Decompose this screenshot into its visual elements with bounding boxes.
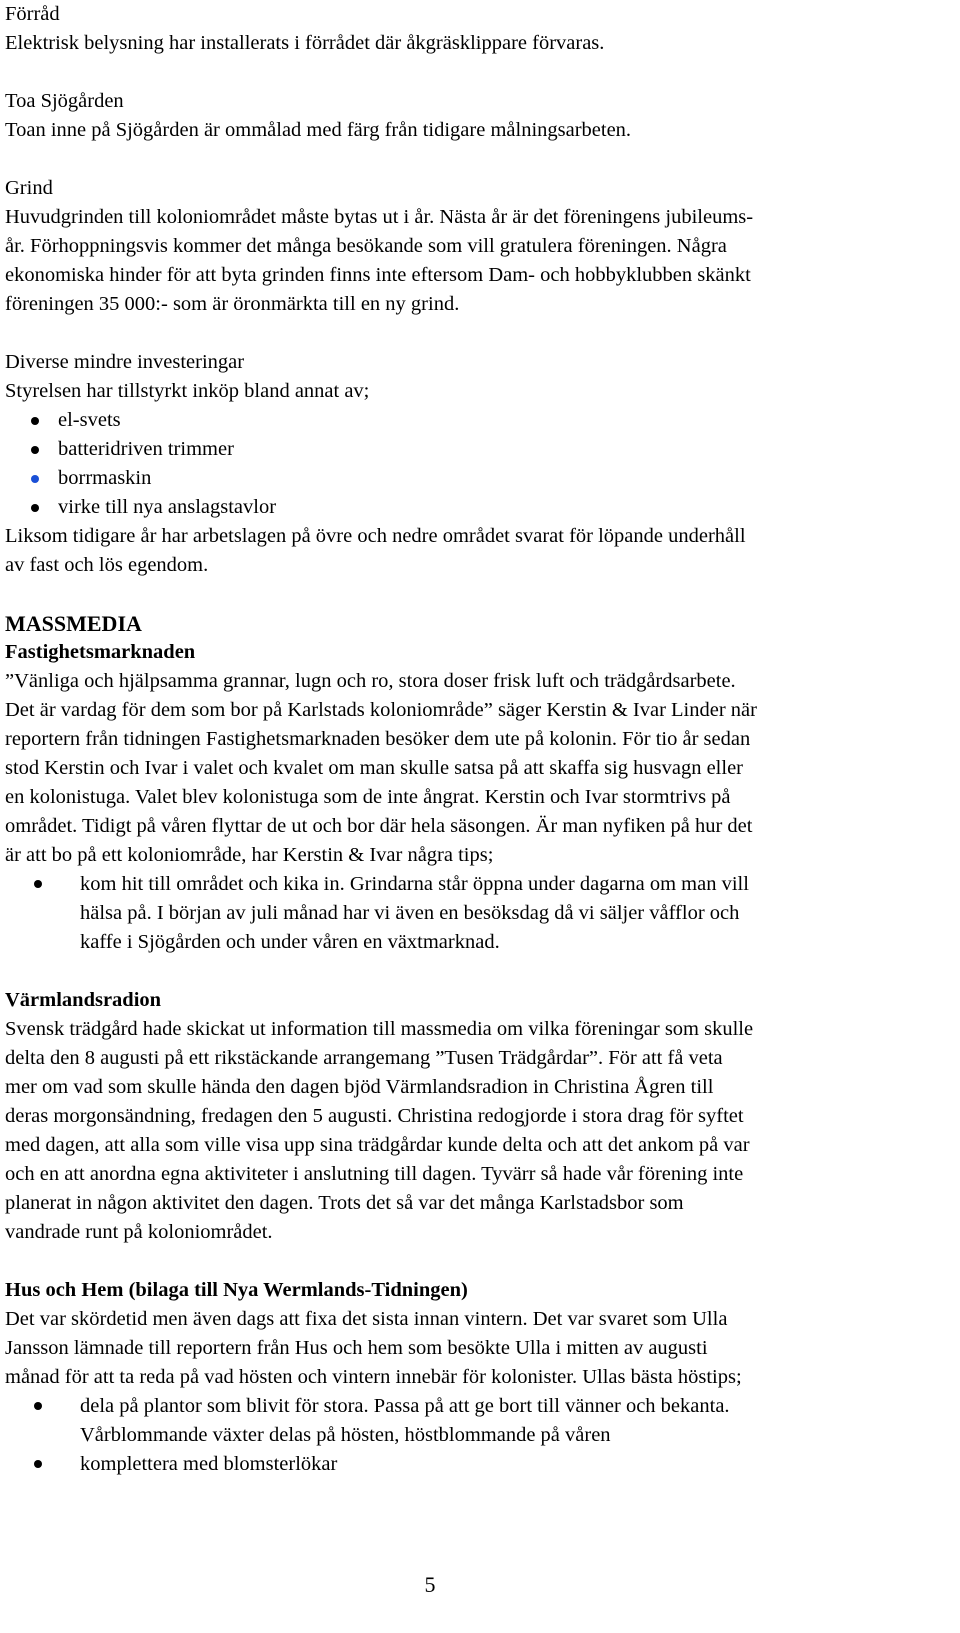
list-item	[80, 1392, 940, 1450]
list-item: batteridriven trimmer	[31, 435, 940, 464]
tips-list	[5, 870, 940, 957]
heading-varmlandsradion: Värmlandsradion	[5, 989, 162, 1011]
section-toa	[5, 87, 940, 145]
list-item: el-svets	[31, 406, 940, 435]
list-item: komplettera med blomsterlökar	[80, 1450, 940, 1479]
text-line: deras morgonsändning, fredagen den 5 augusti. Christina redogjorde i stora drag för syftet	[5, 1105, 744, 1127]
text-line: Liksom tidigare år har arbetslagen på övre och nedre området svarat för löpande underhåll	[5, 525, 746, 547]
section-massmedia	[5, 609, 940, 957]
text-line: området. Tidigt på våren flyttar de ut och bor där hela säsongen. Är man nyfiken på hur det	[5, 815, 753, 837]
text-line: Jansson lämnade till reportern från Hus och hem som besökte Ulla i mitten av augusti	[5, 1337, 708, 1359]
text-line: är att bo på ett koloniområde, har Kerstin & Ivar några tips;	[5, 844, 494, 866]
text-line: Huvudgrinden till koloniområdet måste bytas ut i år. Nästa år är det föreningens jubileums-	[5, 206, 754, 228]
text-line: månad för att ta reda på vad hösten och vintern innebär för kolonister. Ullas bästa höstips;	[5, 1366, 742, 1388]
heading-diverse: Diverse mindre investeringar	[5, 351, 245, 373]
text-line: Vårblommande växter delas på hösten, höstblommande på våren	[80, 1424, 611, 1446]
section-grind	[5, 174, 940, 319]
heading-toa: Toa Sjögården	[5, 90, 124, 112]
text-line: och en att anordna egna aktiviteter i anslutning till dagen. Tyvärr så hade vår förening inte	[5, 1163, 744, 1185]
section-hus-och-hem	[5, 1276, 940, 1479]
text-line: kom hit till området och kika in. Grindarna står öppna under dagarna om man vill	[80, 873, 749, 895]
text-line: delta den 8 augusti på ett rikstäckande arrangemang ”Tusen Trädgårdar”. För att få veta	[5, 1047, 723, 1069]
text-line: hälsa på. I början av juli månad har vi även en besöksdag då vi säljer våfflor och	[80, 902, 740, 924]
text-toa: Toan inne på Sjögården är ommålad med färg från tidigare målningsarbeten.	[5, 119, 632, 141]
text-line: reportern från tidningen Fastighetsmarknaden besöker dem ute på kolonin. För tio år sedan	[5, 728, 751, 750]
text-line: med dagen, att alla som ville visa upp sina trädgårdar kunde delta och att det ankom på var	[5, 1134, 750, 1156]
text-line: en kolonistuga. Valet blev kolonistuga som de inte ångrat. Kerstin och Ivar stormtrivs på	[5, 786, 731, 808]
text-line: år. Förhoppningsvis kommer det många besökande som vill gratulera föreningen. Några	[5, 235, 727, 257]
text-line: dela på plantor som blivit för stora. Passa på att ge bort till vänner och bekanta.	[80, 1395, 730, 1417]
autumn-tips-list	[5, 1392, 940, 1479]
text-line: av fast och lös egendom.	[5, 554, 209, 576]
section-forrad	[5, 0, 940, 58]
text-line: ”Vänliga och hjälpsamma grannar, lugn och ro, stora doser frisk luft och trädgårdsarbete.	[5, 670, 736, 692]
text-line: planerat in någon aktivitet den dagen. Trots det så var det många Karlstadsbor som	[5, 1192, 684, 1214]
heading-forrad: Förråd	[5, 3, 60, 25]
subheading-fastighetsmarknaden: Fastighetsmarknaden	[5, 641, 196, 663]
section-varmlandsradion	[5, 986, 940, 1247]
text-diverse-intro: Styrelsen har tillstyrkt inköp bland annat av;	[5, 380, 370, 402]
text-line: stod Kerstin och Ivar i valet och kvalet om man skulle satsa på att skaffa sig husvagn eller	[5, 757, 743, 779]
text-forrad: Elektrisk belysning har installerats i förrådet där åkgräsklippare förvaras.	[5, 32, 605, 54]
text-line: vandrade runt på koloniområdet.	[5, 1221, 273, 1243]
heading-massmedia: MASSMEDIA	[5, 611, 142, 636]
text-line: Det var skördetid men även dags att fixa det sista innan vintern. Det var svaret som Ulla	[5, 1308, 728, 1330]
page-number: 5	[424, 1572, 436, 1597]
text-line: ekonomiska hinder för att byta grinden finns inte eftersom Dam- och hobbyklubben skänkt	[5, 264, 751, 286]
text-line: Det är vardag för dem som bor på Karlstads koloniområde” säger Kerstin & Ivar Linder när	[5, 699, 757, 721]
list-item: borrmaskin	[31, 464, 940, 493]
heading-hus-och-hem: Hus och Hem (bilaga till Nya Wermlands-Tidningen)	[5, 1279, 468, 1301]
text-line: mer om vad som skulle hända den dagen bjöd Värmlandsradion in Christina Ågren till	[5, 1076, 714, 1098]
text-line: föreningen 35 000:- som är öronmärkta till en ny grind.	[5, 293, 460, 315]
list-item	[80, 870, 940, 957]
heading-grind: Grind	[5, 177, 53, 199]
list-item: virke till nya anslagstavlor	[31, 493, 940, 522]
document-page	[5, 0, 940, 1479]
section-diverse	[5, 348, 940, 580]
text-line: Svensk trädgård hade skickat ut information till massmedia om vilka föreningar som skulle	[5, 1018, 754, 1040]
investment-list	[5, 406, 940, 522]
text-line: kaffe i Sjögården och under våren en växtmarknad.	[80, 931, 500, 953]
